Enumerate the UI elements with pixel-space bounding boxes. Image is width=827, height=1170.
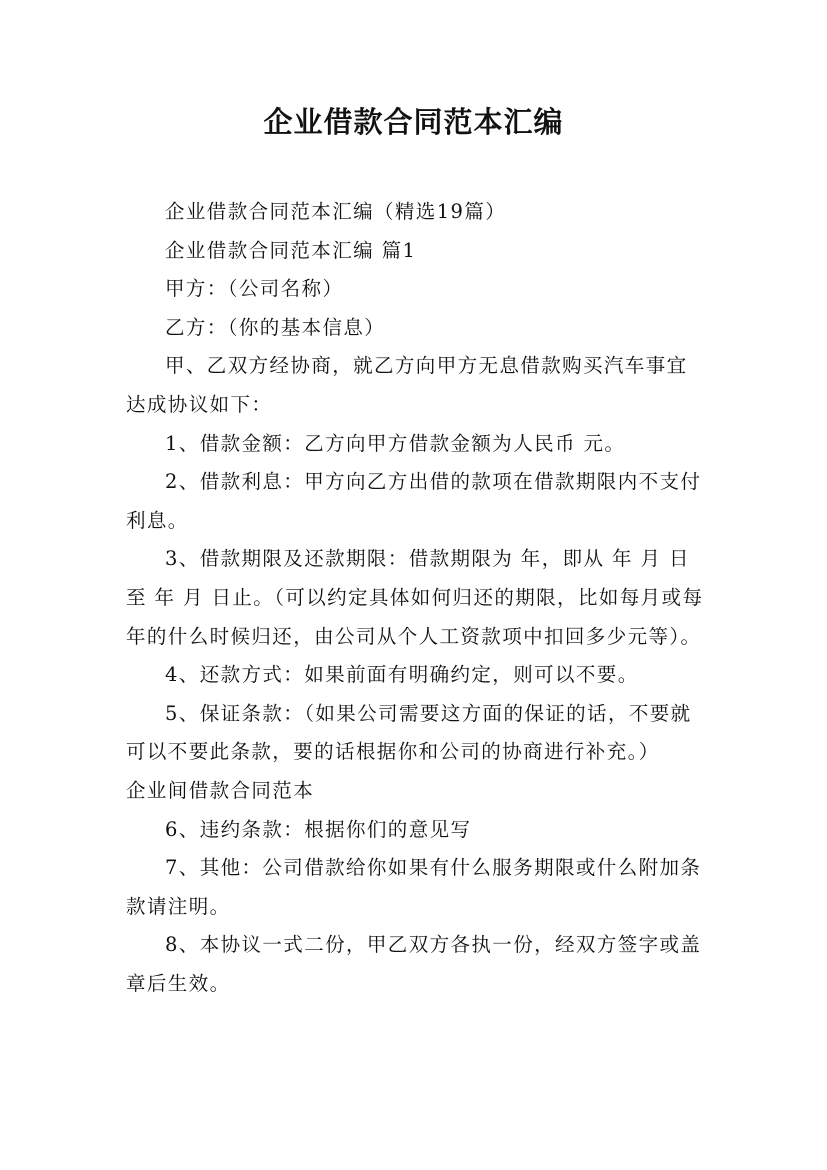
section-heading: 企业借款合同范本汇编 篇1 xyxy=(165,238,417,262)
inline-heading: 企业间借款合同范本 xyxy=(126,778,315,802)
party-b-line: 乙方：（你的基本信息） xyxy=(165,315,386,339)
subtitle-line: 企业借款合同范本汇编（精选19篇） xyxy=(165,200,507,223)
clause-1-amount: 1、借款金额：乙方向甲方借款金额为人民币 元。 xyxy=(165,431,626,455)
clause-5-guarantee: 5、保证条款：（如果公司需要这方面的保证的话，不要就可以不要此条款，要的话根据你和公司的协商进行补充。） xyxy=(126,701,692,764)
document-body xyxy=(126,193,706,1003)
clause-4-repayment: 4、还款方式：如果前面有明确约定，则可以不要。 xyxy=(165,663,639,687)
clause-6-breach: 6、违约条款：根据你们的意见写 xyxy=(165,817,472,841)
clause-3-term: 3、借款期限及还款期限：借款期限为 年，即从 年 月 日至 年 月 日止。（可以约定具体如何归还的期限，比如每月或每年的什么时候归还，由公司从个人工资款项中扣回多少元等）。 xyxy=(126,547,704,648)
document-title: 企业借款合同范本汇编 xyxy=(263,105,564,139)
clause-8-copies: 8、本协议一式二份，甲乙双方各执一份，经双方签字或盖章后生效。 xyxy=(126,933,702,995)
party-a-line: 甲方：（公司名称） xyxy=(165,277,344,301)
preamble-paragraph: 甲、乙双方经协商，就乙方向甲方无息借款购买汽车事宜达成协议如下： xyxy=(126,354,688,416)
clause-7-other: 7、其他：公司借款给你如果有什么服务期限或什么附加条款请注明。 xyxy=(126,856,702,918)
clause-2-interest: 2、借款利息：甲方向乙方出借的款项在借款期限内不支付利息。 xyxy=(126,470,702,532)
